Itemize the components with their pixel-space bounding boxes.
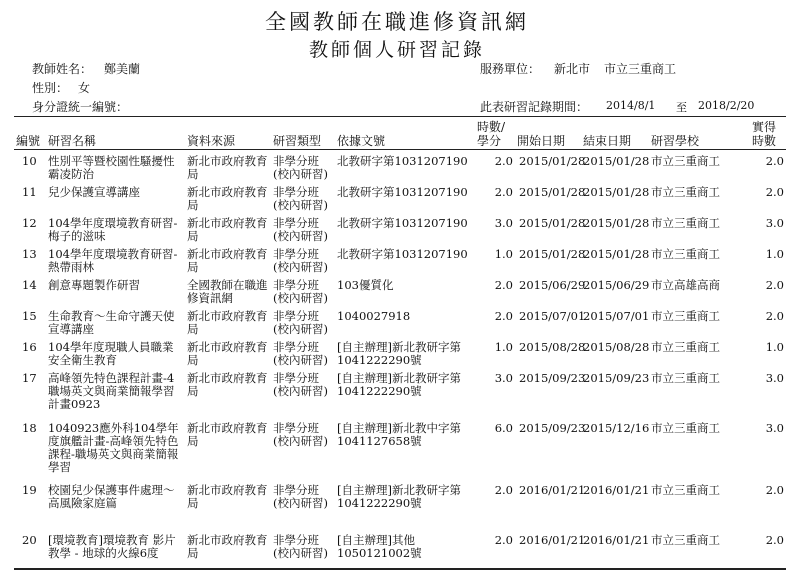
cell-doc-number: 北教研字第1031207190 bbox=[337, 247, 468, 261]
cell-school: 市立三重商工 bbox=[651, 340, 720, 354]
cell-start-date: 2015/08/28 bbox=[519, 340, 586, 354]
cell-source: 新北市政府教育局 bbox=[187, 533, 268, 560]
cell-course-name: 104學年度環境教育研習-熱帶雨林 bbox=[48, 247, 178, 274]
cell-doc-number: [自主辦理]新北教研字第1041222290號 bbox=[337, 340, 461, 367]
cell-end-date: 2015/01/28 bbox=[583, 247, 650, 261]
cell-hours: 2.0 bbox=[494, 533, 513, 547]
cell-no: 16 bbox=[22, 340, 37, 354]
cell-type: 非學分班(校內研習) bbox=[273, 247, 328, 274]
cell-source: 新北市政府教育局 bbox=[187, 185, 268, 212]
cell-course-name: 104學年度現職人員職業安全衛生教育 bbox=[48, 340, 174, 367]
cell-school: 市立三重商工 bbox=[651, 309, 720, 323]
table-row bbox=[14, 151, 786, 182]
cell-hours: 1.0 bbox=[494, 340, 513, 354]
cell-doc-number: 北教研字第1031207190 bbox=[337, 185, 468, 199]
col-header-source: 資料來源 bbox=[187, 134, 236, 148]
cell-actual-hours: 2.0 bbox=[765, 185, 784, 199]
cell-school: 市立三重商工 bbox=[651, 247, 720, 261]
cell-hours: 2.0 bbox=[494, 185, 513, 199]
cell-actual-hours: 1.0 bbox=[765, 340, 784, 354]
cell-type: 非學分班(校內研習) bbox=[273, 340, 328, 367]
cell-source: 新北市政府教育局 bbox=[187, 309, 268, 336]
table-header-row bbox=[14, 118, 786, 151]
cell-school: 市立三重商工 bbox=[651, 533, 720, 547]
cell-end-date: 2015/01/28 bbox=[583, 216, 650, 230]
cell-school: 市立高雄高商 bbox=[651, 278, 720, 292]
cell-actual-hours: 3.0 bbox=[765, 216, 784, 230]
cell-start-date: 2015/01/28 bbox=[519, 185, 586, 199]
cell-start-date: 2015/07/01 bbox=[519, 309, 586, 323]
cell-start-date: 2015/09/23 bbox=[519, 421, 586, 435]
table-row bbox=[14, 530, 786, 580]
period-to: 至 bbox=[676, 101, 687, 114]
gender-label: 性別： bbox=[32, 81, 69, 95]
cell-type: 非學分班(校內研習) bbox=[273, 216, 328, 243]
period-end: 2018/2/20 bbox=[698, 99, 755, 112]
table-row bbox=[14, 418, 786, 480]
col-header-start: 開始日期 bbox=[517, 134, 566, 148]
period-label: 此表研習記錄期間： bbox=[480, 100, 589, 114]
cell-source: 新北市政府教育局 bbox=[187, 371, 268, 398]
cell-type: 非學分班(校內研習) bbox=[273, 309, 328, 336]
cell-school: 市立三重商工 bbox=[651, 154, 720, 168]
gender-value: 女 bbox=[78, 81, 91, 95]
cell-start-date: 2016/01/21 bbox=[519, 533, 586, 547]
cell-no: 15 bbox=[22, 309, 37, 323]
cell-start-date: 2015/01/28 bbox=[519, 154, 586, 168]
cell-hours: 1.0 bbox=[494, 247, 513, 261]
cell-course-name: 兒少保護宣導講座 bbox=[48, 185, 140, 199]
id-number-label: 身分證統一編號： bbox=[32, 100, 129, 114]
cell-start-date: 2015/01/28 bbox=[519, 247, 586, 261]
cell-school: 市立三重商工 bbox=[651, 371, 720, 385]
table-row bbox=[14, 337, 786, 368]
cell-end-date: 2015/01/28 bbox=[583, 185, 650, 199]
cell-actual-hours: 3.0 bbox=[765, 371, 784, 385]
cell-no: 17 bbox=[22, 371, 37, 385]
cell-actual-hours: 2.0 bbox=[765, 278, 784, 292]
cell-no: 19 bbox=[22, 483, 37, 497]
table-row bbox=[14, 182, 786, 213]
table-row bbox=[14, 275, 786, 306]
cell-no: 10 bbox=[22, 154, 37, 168]
cell-no: 14 bbox=[22, 278, 37, 292]
cell-end-date: 2015/01/28 bbox=[583, 154, 650, 168]
header-top-rule bbox=[14, 116, 786, 117]
unit-city: 新北市 bbox=[554, 62, 591, 76]
cell-doc-number: [自主辦理]新北教研字第1041222290號 bbox=[337, 371, 461, 398]
cell-no: 11 bbox=[22, 185, 37, 199]
page-subtitle: 教師個人研習記錄 bbox=[308, 39, 485, 61]
page-title: 全國教師在職進修資訊網 bbox=[265, 10, 529, 34]
cell-start-date: 2015/01/28 bbox=[519, 216, 586, 230]
cell-type: 非學分班(校內研習) bbox=[273, 154, 328, 181]
cell-doc-number: 1040027918 bbox=[337, 309, 411, 323]
cell-actual-hours: 2.0 bbox=[765, 483, 784, 497]
cell-end-date: 2015/06/29 bbox=[583, 278, 650, 292]
cell-no: 12 bbox=[22, 216, 37, 230]
period-start: 2014/8/1 bbox=[606, 99, 656, 112]
cell-source: 新北市政府教育局 bbox=[187, 340, 268, 367]
unit-school: 市立三重商工 bbox=[604, 62, 677, 76]
cell-source: 全國教師在職進修資訊網 bbox=[187, 278, 268, 305]
col-header-actual: 實得時數 bbox=[752, 120, 777, 148]
cell-course-name: 生命教育～生命守護天使宣導講座 bbox=[48, 309, 175, 336]
cell-hours: 3.0 bbox=[494, 216, 513, 230]
teacher-name-label: 教師姓名： bbox=[32, 62, 93, 76]
cell-type: 非學分班(校內研習) bbox=[273, 278, 328, 305]
table-row bbox=[14, 244, 786, 275]
cell-school: 市立三重商工 bbox=[651, 483, 720, 497]
cell-course-name: 104學年度環境教育研習-梅子的滋味 bbox=[48, 216, 178, 243]
cell-actual-hours: 2.0 bbox=[765, 533, 784, 547]
cell-school: 市立三重商工 bbox=[651, 216, 720, 230]
table-row bbox=[14, 213, 786, 244]
cell-course-name: 1040923應外科104學年度旗艦計畫-高峰領先特色課程-職場英文與商業簡報學習 bbox=[48, 421, 179, 474]
col-header-no: 編號 bbox=[16, 134, 41, 148]
cell-doc-number: 北教研字第1031207190 bbox=[337, 154, 468, 168]
cell-type: 非學分班(校內研習) bbox=[273, 483, 328, 510]
cell-start-date: 2015/09/23 bbox=[519, 371, 586, 385]
teacher-name-value: 鄭美蘭 bbox=[104, 62, 141, 76]
cell-type: 非學分班(校內研習) bbox=[273, 421, 328, 448]
cell-doc-number: [自主辦理]新北教研字第1041222290號 bbox=[337, 483, 461, 510]
col-header-doc: 依據文號 bbox=[337, 134, 386, 148]
cell-type: 非學分班(校內研習) bbox=[273, 185, 328, 212]
cell-school: 市立三重商工 bbox=[651, 185, 720, 199]
records-table bbox=[14, 118, 786, 580]
cell-end-date: 2015/12/16 bbox=[583, 421, 650, 435]
cell-course-name: 高峰領先特色課程計畫-4職場英文與商業簡報學習計畫0923 bbox=[48, 371, 175, 411]
cell-hours: 2.0 bbox=[494, 309, 513, 323]
cell-course-name: 性別平等暨校園性騷擾性霸凌防治 bbox=[48, 154, 175, 181]
cell-start-date: 2015/06/29 bbox=[519, 278, 586, 292]
cell-hours: 2.0 bbox=[494, 483, 513, 497]
col-header-school: 研習學校 bbox=[651, 134, 700, 148]
footer-rule bbox=[14, 568, 786, 570]
col-header-hours: 時數/學分 bbox=[477, 120, 506, 148]
cell-source: 新北市政府教育局 bbox=[187, 154, 268, 181]
cell-no: 13 bbox=[22, 247, 37, 261]
cell-doc-number: 103優質化 bbox=[337, 278, 394, 292]
cell-hours: 6.0 bbox=[494, 421, 513, 435]
cell-course-name: [環境教育]環境教育 影片教學 - 地球的火線6度 bbox=[48, 533, 176, 560]
cell-actual-hours: 1.0 bbox=[765, 247, 784, 261]
cell-actual-hours: 3.0 bbox=[765, 421, 784, 435]
table-row bbox=[14, 368, 786, 418]
cell-type: 非學分班(校內研習) bbox=[273, 533, 328, 560]
cell-no: 20 bbox=[22, 533, 37, 547]
col-header-name: 研習名稱 bbox=[48, 134, 97, 148]
cell-actual-hours: 2.0 bbox=[765, 154, 784, 168]
cell-end-date: 2016/01/21 bbox=[583, 483, 650, 497]
cell-course-name: 創意專題製作研習 bbox=[48, 278, 140, 292]
cell-hours: 2.0 bbox=[494, 278, 513, 292]
cell-end-date: 2015/07/01 bbox=[583, 309, 650, 323]
cell-course-name: 校園兒少保護事件處理～高風險家庭篇 bbox=[48, 483, 175, 510]
cell-hours: 3.0 bbox=[494, 371, 513, 385]
cell-end-date: 2015/09/23 bbox=[583, 371, 650, 385]
cell-actual-hours: 2.0 bbox=[765, 309, 784, 323]
cell-source: 新北市政府教育局 bbox=[187, 247, 268, 274]
cell-school: 市立三重商工 bbox=[651, 421, 720, 435]
col-header-end: 結束日期 bbox=[583, 134, 632, 148]
cell-hours: 2.0 bbox=[494, 154, 513, 168]
cell-source: 新北市政府教育局 bbox=[187, 421, 268, 448]
col-header-type: 研習類型 bbox=[273, 134, 322, 148]
unit-label: 服務單位： bbox=[480, 62, 541, 76]
table-row bbox=[14, 480, 786, 530]
cell-source: 新北市政府教育局 bbox=[187, 216, 268, 243]
cell-doc-number: [自主辦理]新北教中字第1041127658號 bbox=[337, 421, 461, 448]
cell-end-date: 2016/01/21 bbox=[583, 533, 650, 547]
cell-start-date: 2016/01/21 bbox=[519, 483, 586, 497]
table-row bbox=[14, 306, 786, 337]
cell-type: 非學分班(校內研習) bbox=[273, 371, 328, 398]
cell-doc-number: 北教研字第1031207190 bbox=[337, 216, 468, 230]
cell-no: 18 bbox=[22, 421, 37, 435]
cell-source: 新北市政府教育局 bbox=[187, 483, 268, 510]
cell-doc-number: [自主辦理]其他1050121002號 bbox=[337, 533, 422, 560]
cell-end-date: 2015/08/28 bbox=[583, 340, 650, 354]
